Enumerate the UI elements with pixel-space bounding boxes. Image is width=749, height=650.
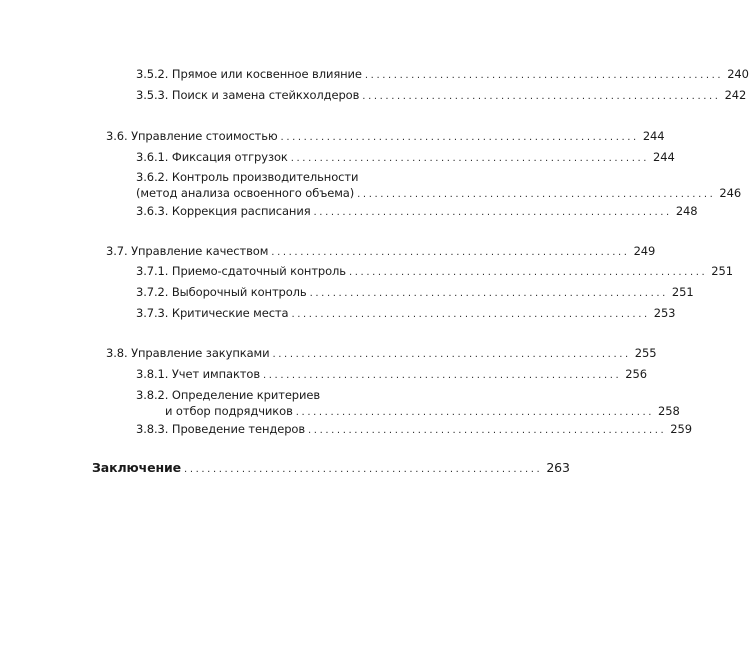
toc-entry-title [106, 243, 271, 259]
toc-entry-title: и отбор подрядчиков [165, 404, 293, 418]
toc-entry-title [136, 66, 365, 82]
toc-entry [136, 169, 742, 203]
dot-leader: .............................................................. [271, 247, 630, 258]
toc-entry-title [106, 345, 273, 361]
toc-entry-page: 258 [658, 404, 680, 418]
toc-entry-title [136, 87, 362, 103]
toc-entry-label: Поиск и замена стейкхолдеров [171, 88, 360, 102]
toc-entry-title [136, 203, 314, 219]
dot-leader: .............................................................. [308, 425, 667, 436]
toc-entry [136, 66, 749, 84]
toc-entry-label: Контроль производительности [171, 170, 359, 184]
toc-entry-page: 244 [653, 150, 675, 164]
toc-entry [106, 128, 665, 146]
dot-leader: .............................................................. [364, 70, 724, 81]
dot-leader: .............................................................. [291, 309, 650, 320]
toc-entry-number: 3.7.3. [136, 306, 169, 320]
toc-entry-number: 3.6.2. [136, 170, 169, 184]
dot-leader: .............................................................. [313, 207, 672, 218]
toc-entry-label: Определение критериев [171, 388, 321, 402]
toc-entry-label: Управление закупками [131, 346, 270, 360]
toc-entry-page: 251 [671, 285, 694, 299]
toc-entry [136, 149, 675, 167]
toc-entry-title [136, 149, 291, 165]
toc-entry-title: Заключение [92, 460, 182, 475]
toc-entry-title-line1 [136, 169, 417, 185]
toc-entry-title [106, 128, 281, 144]
toc-entry-page: 263 [546, 460, 570, 475]
toc-entry-page: 255 [634, 346, 657, 360]
toc-entry [136, 305, 676, 323]
toc-entry-page: 251 [711, 264, 733, 278]
toc-entry-page: 244 [642, 129, 665, 143]
toc-entry-title [136, 263, 349, 279]
toc-entry [136, 284, 694, 302]
toc-entry-number: 3.5.3. [136, 88, 169, 102]
dot-leader: .............................................................. [362, 91, 721, 102]
toc-entry-title-line1 [136, 387, 417, 403]
toc-entry-number: 3.6.1. [136, 150, 169, 164]
toc-entry-label: Учет импактов [171, 367, 260, 381]
toc-entry-number: 3.8.3. [136, 422, 169, 436]
dot-leader: .............................................................. [184, 464, 543, 475]
toc-entry-label: Фиксация отгрузок [171, 150, 288, 164]
toc-entry-label: Прямое или косвенное влияние [171, 67, 362, 81]
toc-entry-number: 3.7.1. [136, 264, 169, 278]
toc-entry-number: 3.6.3. [136, 204, 169, 218]
toc-entry-page: 248 [675, 204, 698, 218]
toc-entry-title [136, 421, 308, 437]
dot-leader: .............................................................. [263, 370, 622, 381]
dot-leader: .............................................................. [309, 288, 668, 299]
dot-leader: .............................................................. [272, 349, 631, 360]
toc-entry-conclusion [92, 460, 570, 478]
toc-entry-label: Выборочный контроль [171, 285, 307, 299]
toc-entry-page: 249 [633, 244, 656, 258]
toc-entry-label: Приемо-сдаточный контроль [171, 264, 346, 278]
toc-entry-page: 256 [625, 367, 647, 381]
toc-entry [106, 243, 656, 261]
dot-leader: .............................................................. [295, 407, 655, 418]
toc-entry-title [136, 305, 291, 321]
toc-entry-number: 3.8.2. [136, 388, 169, 402]
toc-entry-label: Управление стоимостью [131, 129, 278, 143]
toc-entry-number: 3.7. [106, 244, 128, 258]
toc-entry-title: (метод анализа освоенного объема) [136, 186, 355, 200]
toc-entry-page: 253 [653, 306, 676, 320]
toc-entry-number: 3.8.1. [136, 367, 169, 381]
toc-entry-label: Коррекция расписания [171, 204, 311, 218]
toc-entry [136, 387, 680, 421]
toc-entry-title [136, 284, 310, 300]
toc-entry-page: 259 [670, 422, 692, 436]
toc-entry [136, 87, 747, 105]
toc-entry-number: 3.8. [106, 346, 128, 360]
toc-entry-number: 3.5.2. [136, 67, 169, 81]
toc-entry-label: Управление качеством [131, 244, 269, 258]
toc-entry [136, 263, 733, 281]
toc-entry-label: Критические места [171, 306, 289, 320]
toc-entry [106, 345, 657, 363]
toc-entry [136, 421, 692, 439]
toc-entry-page: 240 [727, 67, 749, 81]
toc-entry-number: 3.6. [106, 129, 128, 143]
dot-leader: .............................................................. [357, 189, 716, 200]
dot-leader: .............................................................. [349, 267, 708, 278]
toc-entry-number: 3.7.2. [136, 285, 169, 299]
toc-entry-page: 242 [724, 88, 747, 102]
toc-entry-page: 246 [719, 186, 742, 200]
dot-leader: .............................................................. [290, 153, 650, 164]
toc-entry [136, 366, 647, 384]
toc-entry-title [136, 366, 263, 382]
toc-entry [136, 203, 698, 221]
toc-entry-label: Проведение тендеров [171, 422, 306, 436]
dot-leader: .............................................................. [280, 132, 639, 143]
